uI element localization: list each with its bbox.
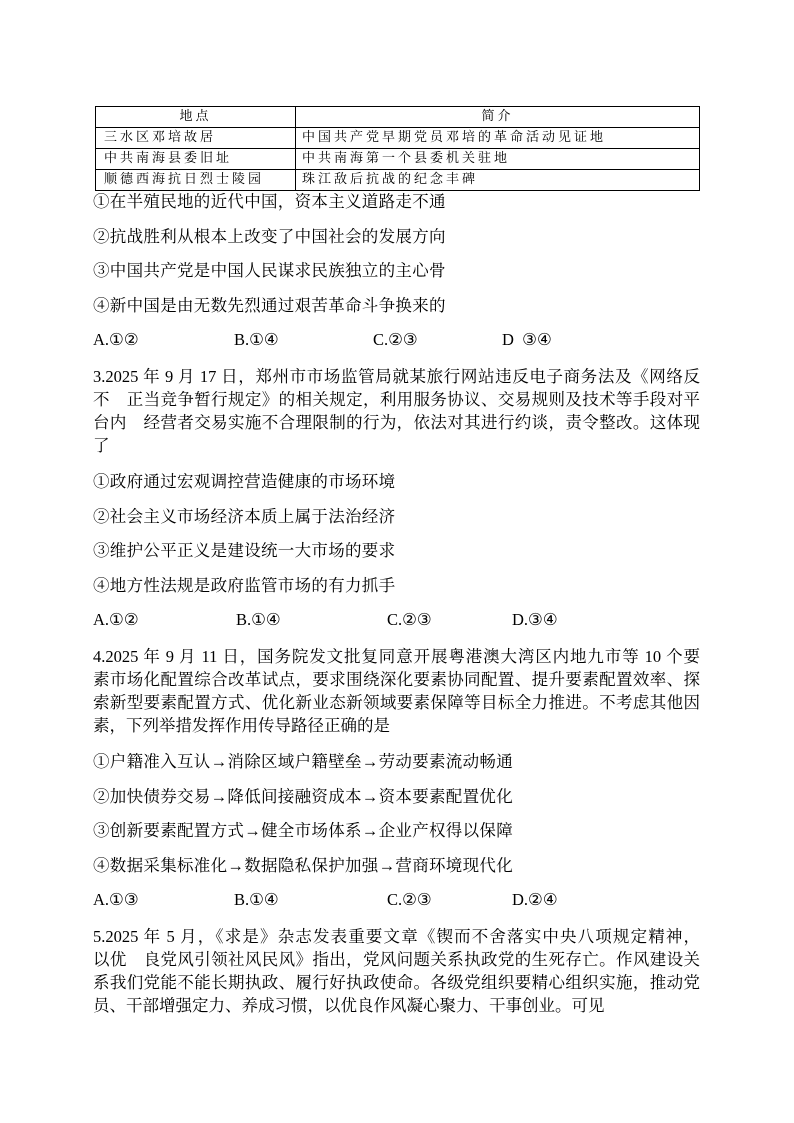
- answer-choices: [93, 603, 700, 638]
- table-row: [96, 128, 700, 149]
- table-header-row: [96, 107, 700, 128]
- question-5-stem: [93, 925, 700, 1017]
- question-stem-line: 台内 经营者交易实施不合理限制的行为，依法对其进行约谈，责令整改。这体现: [93, 412, 700, 432]
- table-row: [96, 149, 700, 170]
- answer-choice-c: C.②③: [387, 890, 432, 909]
- answer-choice-b: B.①④: [234, 330, 279, 349]
- table-cell-description: 珠江敌后抗战的纪念丰碑: [296, 170, 700, 191]
- statement: ②抗战胜利从根本上改变了中国社会的发展方向: [93, 226, 446, 246]
- question-stem-line: 以优 良党风引领社风民风》指出，党风问题关系执政党的生死存亡。作风建设关: [93, 949, 700, 969]
- table-header-location: 地点: [96, 107, 296, 128]
- answer-choice-c: C.②③: [373, 330, 418, 349]
- table-header-description: 简介: [296, 107, 700, 128]
- answer-choice-d: D.②④: [512, 890, 558, 909]
- question-stem-line: 系我们党能不能长期执政、履行好执政使命。各级党组织要精心组织实施，推动党: [93, 972, 700, 992]
- question-stem-line: 5.2025 年 5 月，《求是》杂志发表重要文章《锲而不舍落实中央八项规定精神，: [93, 926, 700, 946]
- location-table: [95, 106, 700, 191]
- answer-choice-a: A.①②: [93, 330, 139, 349]
- answer-choice-d: D ③④: [502, 330, 552, 349]
- question-3-options: [93, 465, 700, 638]
- answer-choice-b: B.①④: [236, 610, 281, 629]
- document-content: [93, 185, 700, 1017]
- answer-choice-b: B.①④: [234, 890, 279, 909]
- answer-choice-a: A.①③: [93, 890, 139, 909]
- question-2-options: [93, 185, 700, 358]
- statement: ④数据采集标准化→数据隐私保护加强→营商环境现代化: [93, 855, 513, 875]
- question-stem-line: 4.2025 年 9 月 11 日，国务院发文批复同意开展粤港澳大湾区内地九市等 10 个要: [93, 646, 700, 666]
- statement: ②社会主义市场经济本质上属于法治经济: [93, 506, 396, 526]
- question-4-stem: [93, 645, 700, 737]
- question-stem-line: 3.2025 年 9 月 17 日，郑州市市场监管局就某旅行网站违反电子商务法及《网络反: [93, 366, 700, 386]
- table-cell-location: 中共南海县委旧址: [96, 149, 296, 170]
- table-cell-location: 三水区邓培故居: [96, 128, 296, 149]
- answer-choice-c: C.②③: [387, 610, 432, 629]
- table-cell-location: 顺德西海抗日烈士陵园: [96, 170, 296, 191]
- statement: ②加快债券交易→降低间接融资成本→资本要素配置优化: [93, 786, 513, 806]
- question-4-options: [93, 745, 700, 918]
- question-3-stem: [93, 365, 700, 457]
- question-stem-line: 了: [93, 435, 110, 455]
- answer-choice-a: A.①②: [93, 610, 139, 629]
- table-cell-description: 中国共产党早期党员邓培的革命活动见证地: [296, 128, 700, 149]
- statement: ①户籍准入互认→消除区域户籍壁垒→劳动要素流动畅通: [93, 752, 513, 771]
- answer-choices: [93, 883, 700, 918]
- question-stem-line: 素市场化配置综合改革试点，要求围绕深化要素协同配置、提升要素配置效率、探: [93, 669, 700, 689]
- statement: ④新中国是由无数先烈通过艰苦革命斗争换来的: [93, 295, 446, 315]
- question-stem-line: 不 正当竞争暂行规定》的相关规定，利用服务协议、交易规则及技术等手段对平: [93, 389, 700, 409]
- question-stem-line: 员、干部增强定力、养成习惯，以优良作风凝心聚力、干事创业。可见: [93, 995, 605, 1015]
- statement: ③中国共产党是中国人民谋求民族独立的主心骨: [93, 261, 446, 280]
- answer-choice-d: D.③④: [512, 610, 558, 629]
- question-stem-line: 索新型要素配置方式、优化新业态新领域要素保障等目标全力推进。不考虑其他因: [93, 692, 700, 712]
- statement: ③创新要素配置方式→健全市场体系→企业产权得以保障: [93, 821, 513, 840]
- statement: ④地方性法规是政府监管市场的有力抓手: [93, 575, 396, 595]
- statement: ①政府通过宏观调控营造健康的市场环境: [93, 472, 396, 491]
- statement: ③维护公平正义是建设统一大市场的要求: [93, 541, 396, 560]
- question-stem-line: 素，下列举措发挥作用传导路径正确的是: [93, 715, 390, 735]
- answer-choices: [93, 323, 700, 358]
- table-cell-description: 中共南海第一个县委机关驻地: [296, 149, 700, 170]
- statement: ①在半殖民地的近代中国，资本主义道路走不通: [93, 192, 446, 211]
